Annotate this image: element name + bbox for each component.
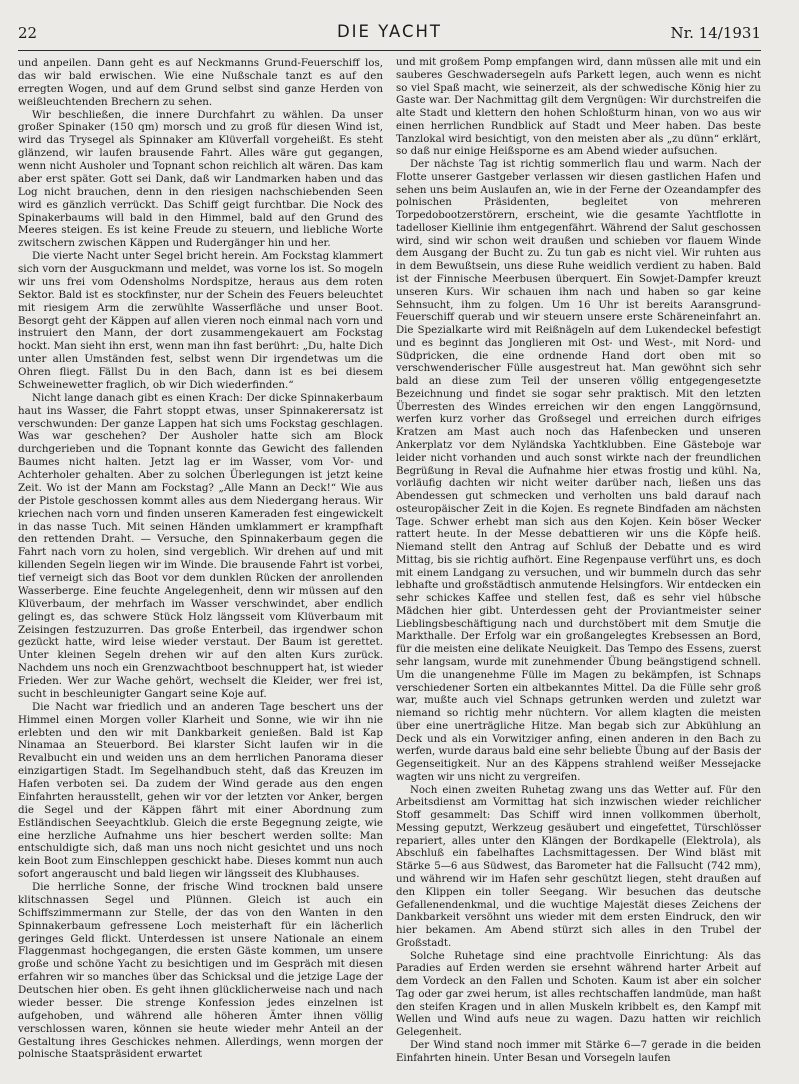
paragraph: Nicht lange danach gibt es einen Krach: Der dicke Spinnakerbaum haut ins Wasser, die Fahrt stoppt etwas, unser Spinnakerersatz ist verschwunden: Der ganze Lappen hat sich ums Fockstag geschlagen. Was war geschehen? Der Ausholer hatte sich am Block durchgerieben und die Topnant konnte das Gewicht des fallenden Baumes nicht halten. Jetzt lag er im Wasser, vom Vor- und Achterholer gehalten. Aber zu solchen Überlegungen ist jetzt keine Zeit. Wo ist der Mann am Fockstag? „Alle Mann an Deck!“ Wie aus der Pistole geschossen kommt alles aus dem Niedergang heraus. Wir kriechen nach vorn und finden unseren Kameraden fest eingewickelt in das nasse Tuch. Mit seinen Händen umklammert er krampfhaft den rettenden Draht. — Versuche, den Spinnakerbaum gegen die Fahrt nach vorn zu holen, sind vergeblich. Wir drehen auf und mit killenden Segeln liegen wir im Winde. Die brausende Fahrt ist vorbei, tief verneigt sich das Boot vor dem dunklen Rücken der anrollenden Wasserberge. Eine feuchte Angelegenheit, denn wir müssen auf den Klüverbaum, der mehrfach im Wasser verschwindet, aber endlich gelingt es, das schwere Stück Holz längsseit vom Klüverbaum mit Zeisingen festzuzurren. Das große Enterbeil, das irgendwer schon gezückt hatte, wird leise wieder verstaut. Der Baum ist gerettet. Unter kleinen Segeln drehen wir auf den alten Kurs zurück. Nachdem uns noch ein Grenzwachtboot beschnuppert hat, ist wieder Frieden. Wer zur Wache gehört, wechselt die Kleider, wer frei ist, sucht in beschleunigter Gangart seine Koje auf. xyxy=(18,391,383,700)
paragraph: Wir beschließen, die innere Durchfahrt zu wählen. Da unser großer Spinaker (150 qm) morsch und zu groß für diesen Wind ist, wird das Trysegel als Spinnaker am Klüverfall vorgeheißt. Es steht glänzend, wir laufen brausende Fahrt. Alles wäre gut gegangen, wenn nicht Ausholer und Topnant schon reichlich alt wären. Das kam aber erst später. Gott sei Dank, daß wir Landmarken haben und das Log nicht brauchen, denn in den riesigen nachschiebenden Seen wird es gänzlich verrückt. Das Schiff geigt furchtbar. Die Nock des Spinakerbaums will bald in den Himmel, bald auf den Grund des Meeres steigen. Es ist keine Freude zu steuern, und liebliche Worte zwitschern zwischen Käppen und Rudergänger hin und her. xyxy=(18,108,383,250)
paragraph: und mit großem Pomp empfangen wird, dann müssen alle mit und ein sauberes Geschwadersegeln aufs Parkett legen, auch wenn es nicht so viel Spaß macht, wie seinerzeit, als der schwedische König hier zu Gaste war. Der Nachmittag gilt dem Vergnügen: Wir durchstreifen die alte Stadt und klettern den hohen Schloßturm hinan, von wo aus wir einen herrlichen Rundblick auf Stadt und Meer haben. Das beste Tanzlokal wird besichtigt, von den meisten aber als „zu dünn“ erklärt, so daß nur einige Heißsporne es am Abend wieder aufsuchen. xyxy=(396,57,761,158)
issue-number: Nr. 14/1931 xyxy=(670,24,761,42)
magazine-title: DIE YACHT xyxy=(336,22,443,41)
right-column xyxy=(396,57,761,1073)
article-body xyxy=(18,57,761,1073)
page-number: 22 xyxy=(18,24,38,42)
paragraph: Die herrliche Sonne, der frische Wind trocknen bald unsere klitschnassen Segel und Plünnen. Gleich ist auch ein Schiffszimmermann zur Stelle, der das von den Wanten in den Spinnakerbaum gefressene Loch meisterhaft für ein lächerlich geringes Geld flickt. Unterdessen ist unsere Nationale an einem Flaggenmast hochgegangen, die ersten Gäste kommen, um unsere große und schöne Yacht zu besichtigen und im Gespräch mit diesen erfahren wir so manches über das Schicksal und die jetzige Lage der Deutschen hier oben. Es geht ihnen glücklicherweise nach und nach wieder besser. Die strenge Konfession jedes einzelnen ist aufgehoben, und während alle höheren Ämter ihnen völlig verschlossen waren, können sie heute wieder mehr Anteil an der Gestaltung ihres Geschickes nehmen. Allerdings, wenn morgen der polnische Staatspräsident erwartet xyxy=(18,881,383,1061)
page-header xyxy=(18,22,761,51)
paragraph: Der Wind stand noch immer mit Stärke 6—7 gerade in die beiden Einfahrten hinein. Unter Besan und Vorsegeln laufen xyxy=(396,1039,761,1064)
paragraph: Die vierte Nacht unter Segel bricht herein. Am Fockstag klammert sich vorn der Ausguckmann und meldet, was vorne los ist. So mogeln wir uns frei vom Odensholms Nordspitze, heraus aus dem roten Sektor. Bald ist es stockfinster, nur der Schein des Feuers beleuchtet mit riesigem Arm die zerwühlte Wasserfläche und unser Boot. Besorgt geht der Käppen auf allen vieren noch einmal nach vorn und instruiert den Mann, der dort zusammengekauert am Fockstag hockt. Man sieht ihn erst, wenn man ihn fast berührt: „Du, halte Dich unter allen Umständen fest, selbst wenn Dir irgendetwas um die Ohren fliegt. Fällst Du in den Bach, dann ist es bei diesem Schweinewetter fraglich, ob wir Dich wiederfinden.“ xyxy=(18,250,383,391)
paragraph: Noch einen zweiten Ruhetag zwang uns das Wetter auf. Für den Arbeitsdienst am Vormittag hat sich inzwischen wieder reichlicher Stoff gesammelt: Das Schiff wird innen vollkommen überholt, Messing geputzt, Werkzeug gesäubert und eingefettet, Türschlösser repariert, alles unter den Klängen der Bordkapelle (Elektrola), als Abschluß ein fabelhaftes Lachsmittagessen. Der Wind bläst mit Stärke 5—6 aus Südwest, das Barometer hat die Fallsucht (742 mm), und während wir im Hafen sehr geschützt liegen, steht draußen auf den Klippen ein toller Seegang. Wir besuchen das deutsche Gefallenendenkmal, und die wuchtige Majestät dieses Zeichens der Dankbarkeit versöhnt uns wieder mit dem ersten Eindruck, den wir hier bekamen. Am Abend stürzt sich alles in den Trubel der Großstadt. xyxy=(396,784,761,949)
paragraph: und anpeilen. Dann geht es auf Neckmanns Grund-Feuerschiff los, das wir bald erwischen. Wie eine Nußschale tanzt es auf den erregten Wogen, und auf dem Grund selbst sind ganze Herden von weißleuchtenden Brechern zu sehen. xyxy=(18,57,383,108)
paragraph: Der nächste Tag ist richtig sommerlich flau und warm. Nach der Flotte unserer Gastgeber verlassen wir diesen gastlichen Hafen und sehen uns beim Auslaufen an, wie in der Ferne der Ozeandampfer des polnischen Präsidenten, begleitet von mehreren Torpedobootzerstörern, erscheint, wie die gesamte Yachtflotte in tadelloser Kiellinie ihm entgegenfährt. Während der Salut geschossen wird, sind wir schon weit draußen und schieben vor flauem Winde dem Ausgang der Bucht zu. Zu tun gab es nicht viel. Wir ruhten aus in dem Bewußtsein, uns diese Ruhe weidlich verdient zu haben. Bald ist der Finnische Meerbusen überquert. Ein Sowjet-Dampfer kreuzt unseren Kurs. Wir schauen ihm nach und haben so gar keine Sehnsucht, ihm zu folgen. Um 16 Uhr ist bereits Aaransgrund-Feuerschiff querab und wir steuern unsere erste Schäreneinfahrt an. Die Spezialkarte wird mit Reißnägeln auf dem Lukendeckel befestigt und es beginnt das Jonglieren mit Ost- und West-, mit Nord- und Südpricken, die eine ordnende Hand dort oben mit so verschwenderischer Fülle ausgestreut hat. Man gewöhnt sich sehr bald an diese zum Teil der unseren völlig entgegengesetzte Bezeichnung und findet sie sogar sehr praktisch. Mit den letzten Überresten des Windes erreichen wir den engen Langgörnsund, werfen kurz vorher das Großsegel und erreichen durch eifriges Kratzen am Mast auch noch das Hafenbecken und unseren Ankerplatz vor dem Nyländska Yachtklubben. Eine Gästeboje war leider nicht vorhanden und auch sonst wirkte nach der freundlichen Begrüßung in Reval die Aufnahme hier etwas frostig und kühl. Na, vorläufig dachten wir nicht weiter darüber nach, ließen uns das Abendessen gut schmecken und verholten uns bald darauf nach osteuropäischer Zeit in die Kojen. Es regnete Bindfaden am nächsten Tage. Schwer erhebt man sich aus den Kojen. Kein böser Wecker rattert heute. In der Messe debattieren wir uns die Köpfe heiß. Niemand stellt den Antrag auf Schluß der Debatte und es wird Mittag, bis sie richtig aufhört. Eine Regenpause verführt uns, es doch mit einem Landgang zu versuchen, und wir bummeln durch das sehr lebhafte und großstädtisch anmutende Helsingfors. Wir entdecken ein sehr schickes Kaffee und stellen fest, daß es sehr viel hübsche Mädchen hier gibt. Unterdessen geht der Proviantmeister seiner Lieblingsbeschäftigung nach und durchstöbert mit dem Smutje die Markthalle. Der Erfolg war ein großangelegtes Krebsessen an Bord, für die meisten eine delikate Neuigkeit. Das Tempo des Essens, zuerst sehr langsam, wurde mit zunehmender Übung beängstigend schnell. Um die unangenehme Fülle im Magen zu bekämpfen, ist Schnaps verschiedener Sorten ein altbekanntes Mittel. Da die Fülle sehr groß war, mußte auch viel Schnaps getrunken werden und zuletzt war niemand so richtig mehr nüchtern. Vor allem klagten die meisten über eine unerträgliche Hitze. Man begab sich zur Abkühlung an Deck und als ein Vorwitziger anfing, einen anderen in den Bach zu werfen, wurde daraus bald eine sehr beliebte Übung auf der Basis der Gegenseitigkeit. Nur an des Käppens strahlend weißer Messejacke wagten wir uns nicht zu vergreifen. xyxy=(396,159,761,783)
paragraph: Die Nacht war friedlich und an anderen Tage beschert uns der Himmel einen Morgen voller Klarheit und Sonne, wie wir ihn nie erlebten und den wir mit Dankbarkeit genießen. Bald ist Kap Ninamaa an Steuerbord. Bei klarster Sicht laufen wir in die Revalbucht ein und weiden uns an dem herrlichen Panorama dieser einzigartigen Stadt. Im Segelhandbuch steht, daß das Kreuzen im Hafen verboten sei. Da zudem der Wind gerade aus den engen Einfahrten herausstellt, gehen wir vor der letzten vor Anker, bergen die Segel und der Käppen fährt mit einer Abordnung zum Estländischen Seeyachtklub. Gleich die erste Begegnung zeigte, wie eine herzliche Aufnahme uns hier beschert werden sollte: Man entschuldigte sich, daß man uns noch nicht gesichtet und uns noch kein Boot zum Einschleppen geschickt habe. Dieses kommt nun auch sofort angerauscht und bald liegen wir längsseit des Klubhauses. xyxy=(18,700,383,881)
paragraph: Solche Ruhetage sind eine prachtvolle Einrichtung: Als das Paradies auf Erden werden sie ersehnt während harter Arbeit auf dem Vordeck an den Fallen und Schoten. Kaum ist aber ein solcher Tag oder gar zwei herum, ist alles rechtschaffen landmüde, man haßt den steifen Kragen und in allen Muskeln kribbelt es, den Kampf mit Wellen und Wind aufs neue zu wagen. Dazu hatten wir reichlich Gelegenheit. xyxy=(396,950,761,1039)
left-column xyxy=(18,57,383,1073)
